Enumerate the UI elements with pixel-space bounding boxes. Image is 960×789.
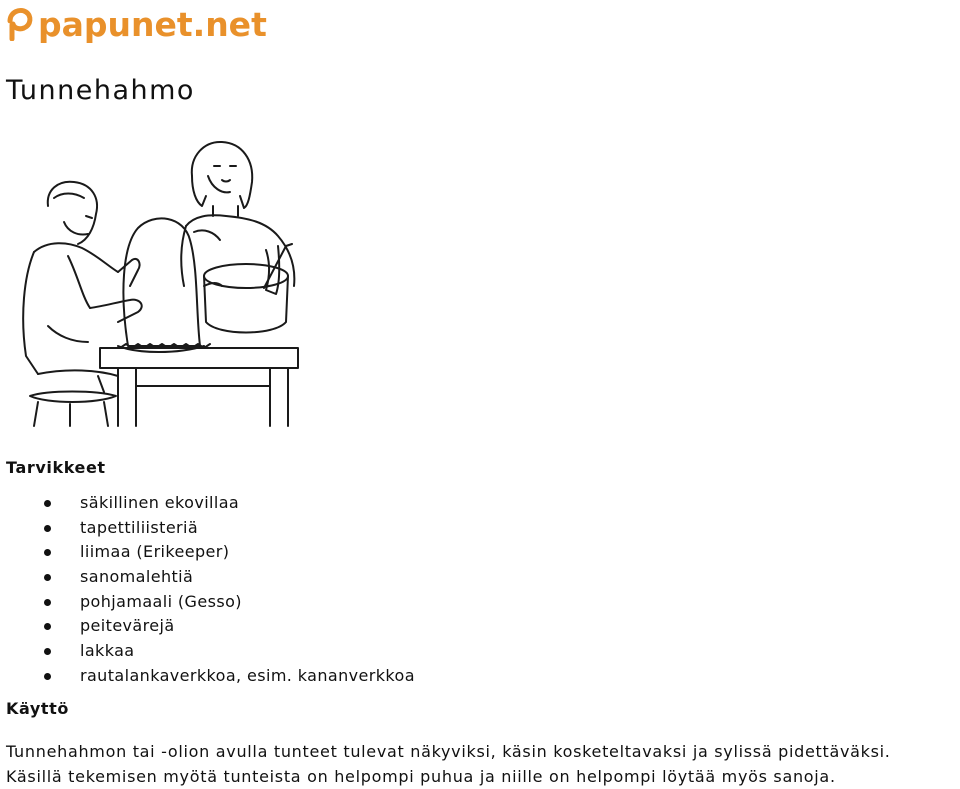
list-item: peitevärejä [40,614,415,639]
bullet-icon [44,549,51,556]
list-item: säkillinen ekovillaa [40,491,415,516]
papunet-logo-icon [6,7,36,41]
list-item: sanomalehtiä [40,565,415,590]
list-item: lakkaa [40,639,415,664]
usage-paragraph: Tunnehahmon tai -olion avulla tunteet tulevat näkyviksi, käsin kosketeltavaksi ja sylissä pidettäväksi. [6,742,891,761]
children-making-papier-mache-figure-illustration [8,136,304,428]
bullet-icon [44,599,51,606]
bullet-icon [44,673,51,680]
usage-paragraph: Käsillä tekemisen myötä tunteista on helpompi puhua ja niille on helpompi löytää myös sanoja. [6,767,836,786]
list-item: rautalankaverkkoa, esim. kananverkkoa [40,664,415,689]
supplies-heading: Tarvikkeet [6,458,106,477]
list-item: tapettiliisteriä [40,516,415,541]
bullet-icon [44,574,51,581]
usage-text [6,739,958,789]
bullet-icon [44,623,51,630]
bullet-icon [44,525,51,532]
bullet-icon [44,648,51,655]
usage-heading: Käyttö [6,699,70,718]
list-item: pohjamaali (Gesso) [40,590,415,615]
bullet-icon [44,500,51,507]
page-title: Tunnehahmo [6,75,195,106]
logo-text: papunet.net [38,4,267,44]
list-item: liimaa (Erikeeper) [40,540,415,565]
supplies-list [40,491,415,689]
site-logo[interactable] [6,4,267,44]
